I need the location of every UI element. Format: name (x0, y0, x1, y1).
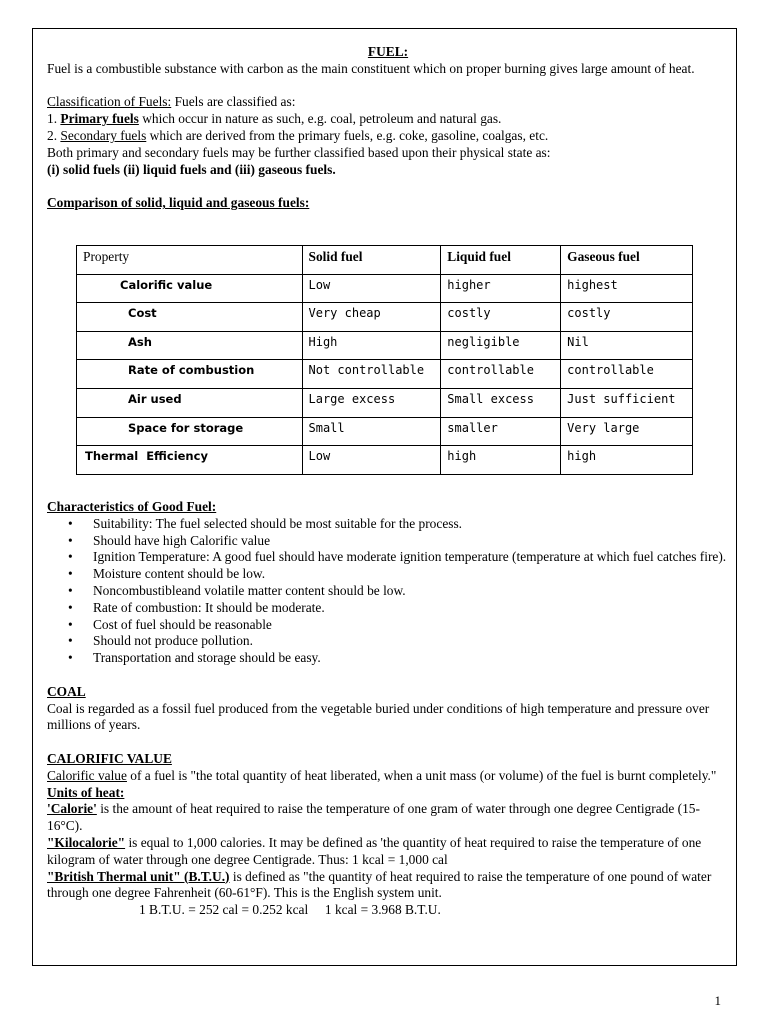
classification-heading: Classification of Fuels: (47, 94, 172, 110)
table-cell: high (561, 446, 693, 475)
table-row (77, 417, 693, 446)
list-item: • Moisture content should be low. (93, 566, 729, 583)
table-cell: Very cheap (302, 303, 441, 332)
coal-heading: COAL (47, 683, 86, 699)
table-cell: higher (441, 274, 561, 303)
list-item: • Noncombustibleand volatile matter content should be low. (93, 583, 729, 600)
table-row (77, 331, 693, 360)
further-classification: Both primary and secondary fuels may be further classified based upon their physical state as: (47, 144, 551, 160)
table-header-cell: Gaseous fuel (561, 246, 693, 275)
table-header-cell: Liquid fuel (441, 246, 561, 275)
table-cell: Nil (561, 331, 693, 360)
table-cell: negligible (441, 331, 561, 360)
kilocalorie-definition: "Kilocalorie" is equal to 1,000 calories. It may be defined as 'the quantity of heat required to raise the temperature of one kilogram of water through one degree Centigrade. Thus: 1 kcal = 1,000 cal (47, 834, 702, 867)
table-cell: highest (561, 274, 693, 303)
calorie-term: 'Calorie' (47, 801, 97, 817)
coal-text: Coal is regarded as a fossil fuel produced from the vegetable buried under conditions of high temperature and pressure over millions of years. (47, 700, 710, 733)
primary-fuels-term: Primary fuels (60, 111, 139, 127)
list-item: • Should have high Calorific value (93, 533, 729, 550)
table-cell: Ash (77, 331, 303, 360)
btu-definition: "British Thermal unit" (B.T.U.) is defined as "the quantity of heat required to raise the temperature of one pound of water through one degree Fahrenheit (60-61°F). This is the English system unit. (47, 868, 712, 901)
conversion-formula: 1 B.T.U. = 252 cal = 0.252 kcal 1 kcal = 3.968 B.T.U. (139, 902, 441, 918)
primary-fuels-line: 1. Primary fuels which occur in nature as such, e.g. coal, petroleum and natural gas. (47, 111, 502, 127)
table-cell: Small (302, 417, 441, 446)
table-header-cell: Property (77, 246, 303, 275)
table-cell: Thermal Efficiency (77, 446, 303, 475)
table-cell: Space for storage (77, 417, 303, 446)
table-cell: controllable (561, 360, 693, 389)
table-cell: Very large (561, 417, 693, 446)
table-cell: Low (302, 274, 441, 303)
table-cell: Cost (77, 303, 303, 332)
calorific-heading: CALORIFIC VALUE (47, 750, 172, 766)
secondary-fuels-line: 2. Secondary fuels which are derived from the primary fuels, e.g. coke, gasoline, coalgas, etc. (47, 127, 549, 143)
table-cell: Air used (77, 388, 303, 417)
table-header-row (77, 246, 693, 275)
kilocalorie-term: "Kilocalorie" (47, 834, 126, 850)
table-cell: Small excess (441, 388, 561, 417)
fuel-definition: Fuel is a combustible substance with carbon as the main constituent which on proper burning gives large amount of heat. (47, 60, 695, 76)
table-cell: Rate of combustion (77, 360, 303, 389)
calorie-definition: 'Calorie' is the amount of heat required to raise the temperature of one gram of water through one degree Centigrade (15-16°C). (47, 801, 700, 834)
characteristics-heading: Characteristics of Good Fuel: (47, 499, 217, 514)
list-item: • Rate of combustion: It should be moderate. (93, 600, 729, 617)
table-cell: smaller (441, 417, 561, 446)
list-item: • Transportation and storage should be easy. (93, 650, 729, 667)
list-item: • Should not produce pollution. (93, 633, 729, 650)
table-cell: Low (302, 446, 441, 475)
table-cell: Not controllable (302, 360, 441, 389)
document-body (47, 44, 729, 212)
comparison-table (76, 245, 693, 475)
btu-term: "British Thermal unit" (B.T.U.) (47, 868, 230, 884)
table-cell: costly (561, 303, 693, 332)
table-cell: Large excess (302, 388, 441, 417)
page-number: 1 (714, 993, 721, 1008)
table-row (77, 446, 693, 475)
table-cell: Just sufficient (561, 388, 693, 417)
list-item: • Suitability: The fuel selected should be most suitable for the process. (93, 516, 729, 533)
comparison-heading: Comparison of solid, liquid and gaseous fuels: (47, 195, 310, 211)
table-cell: high (441, 446, 561, 475)
table-row (77, 303, 693, 332)
table-cell: costly (441, 303, 561, 332)
calorific-term: Calorific value (47, 767, 127, 783)
physical-states: (i) solid fuels (ii) liquid fuels and (iii) gaseous fuels. (47, 161, 336, 177)
table-row (77, 360, 693, 389)
table-row (77, 274, 693, 303)
calorific-definition: Calorific value of a fuel is "the total quantity of heat liberated, when a unit mass (or volume) of the fuel is burnt completely." (47, 767, 717, 783)
table-header-cell: Solid fuel (302, 246, 441, 275)
units-heading: Units of heat: (47, 784, 125, 800)
list-item: • Ignition Temperature: A good fuel should have moderate ignition temperature (temperature at which fuel catches fire). (93, 549, 729, 566)
document-body-lower (47, 499, 729, 919)
classification-intro: Classification of Fuels: Fuels are classified as: (47, 94, 296, 110)
secondary-fuels-term: Secondary fuels (60, 127, 147, 143)
page-title: FUEL: (367, 44, 409, 59)
table-cell: controllable (441, 360, 561, 389)
list-item: • Cost of fuel should be reasonable (93, 617, 729, 634)
table-cell: Calorific value (77, 274, 303, 303)
table-row (77, 388, 693, 417)
characteristics-list (47, 516, 729, 667)
table-cell: High (302, 331, 441, 360)
